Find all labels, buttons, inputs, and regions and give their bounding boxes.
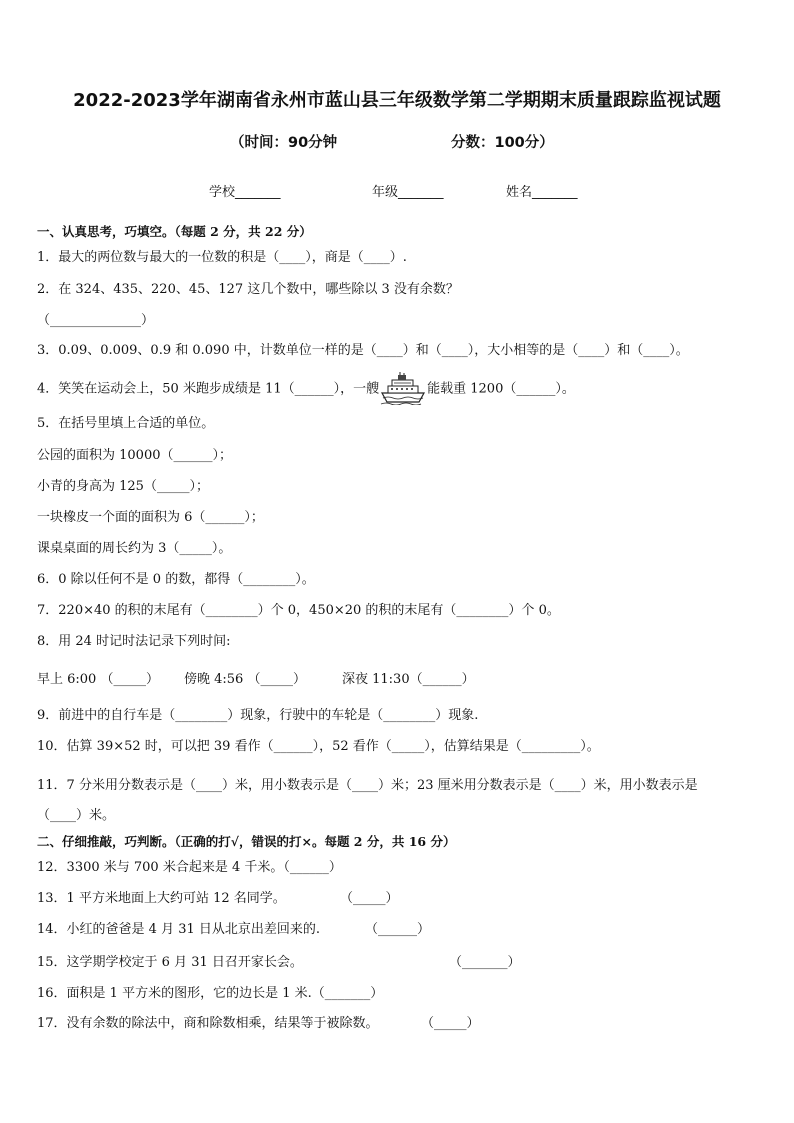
question-1: 1．最大的两位数与最大的一位数的积是（____），商是（____）. (37, 250, 407, 265)
grade-field: 年级_______ (372, 185, 444, 200)
question-17-text: 17．没有余数的除法中，商和除数相乘，结果等于被除数。 (37, 1016, 379, 1031)
question-5: 5．在括号里填上合适的单位。 (37, 416, 215, 431)
section1-heading: 一、认真思考，巧填空。（每题 2 分，共 22 分） (37, 224, 312, 239)
question-16: 16．面积是 1 平方米的图形，它的边长是 1 米.（_______） (37, 986, 384, 1001)
question-2-answer: （______________） (37, 313, 155, 328)
question-8-a: 早上 6:00 （_____） (37, 672, 159, 687)
question-12: 12．3300 米与 700 米合起来是 4 千米。（______） (37, 860, 342, 875)
question-9: 9．前进中的自行车是（________）现象，行驶中的车轮是（________）现象. (37, 708, 479, 723)
question-6: 6．0 除以任何不是 0 的数，都得（________）。 (37, 572, 315, 587)
question-15-text: 15．这学期学校定于 6 月 31 日召开家长会。 (37, 955, 303, 970)
question-3: 3．0.09、0.009、0.9 和 0.090 中，计数单位一样的是（____）和（____），大小相等的是（____）和（____）。 (37, 343, 689, 358)
question-5-d: 课桌桌面的周长约为 3（_____）。 (37, 541, 232, 556)
section2-heading: 二、仔细推敲，巧判断。（正确的打√，错误的打×。每题 2 分，共 16 分） (37, 834, 456, 849)
exam-time: （时间：90分钟 (230, 135, 338, 151)
question-11-cont: （____）米。 (37, 808, 116, 823)
question-14-answer: （______） (365, 922, 431, 937)
exam-title: 2022-2023学年湖南省永州市蓝山县三年级数学第二学期期末质量跟踪监视试题 (73, 90, 721, 111)
question-10: 10．估算 39×52 时，可以把 39 看作（______），52 看作（_____），估算结果是（_________）。 (37, 739, 600, 754)
school-field: 学校_______ (209, 185, 281, 200)
question-2: 2．在 324、435、220、45、127 这几个数中，哪些除以 3 没有余数？ (37, 282, 459, 297)
question-8-c: 深夜 11:30（______） (342, 672, 475, 687)
name-field: 姓名_______ (506, 185, 578, 200)
question-4 (37, 381, 754, 398)
question-11: 11．7 分米用分数表示是（____）米，用小数表示是（____）米；23 厘米用分数表示是（____）米，用小数表示是 (37, 778, 698, 793)
question-5-b: 小青的身高为 125（_____）； (37, 479, 209, 494)
question-17-answer: （_____） (421, 1016, 480, 1031)
question-13-text: 13．1 平方米地面上大约可站 12 名同学。 (37, 891, 286, 906)
question-4-part2: 能载重 1200（______）。 (427, 381, 575, 397)
question-14-text: 14．小红的爸爸是 4 月 31 日从北京出差回来的. (37, 922, 321, 937)
question-5-c: 一块橡皮一个面的面积为 6（______）； (37, 510, 264, 525)
question-8: 8．用 24 时记时法记录下列时间: (37, 634, 231, 649)
ship-icon (380, 371, 426, 405)
question-4-part1: 4．笑笑在运动会上，50 米跑步成绩是 11（______），一艘 (37, 381, 380, 397)
exam-score: 分数：100分） (451, 135, 554, 151)
question-15-answer: （_______） (449, 955, 521, 970)
question-7: 7．220×40 的积的末尾有（________）个 0，450×20 的积的末尾有（________）个 0。 (37, 603, 560, 618)
question-5-a: 公园的面积为 10000（______）； (37, 448, 232, 463)
question-13-answer: （_____） (340, 891, 399, 906)
question-8-b: 傍晚 4:56 （_____） (184, 672, 306, 687)
